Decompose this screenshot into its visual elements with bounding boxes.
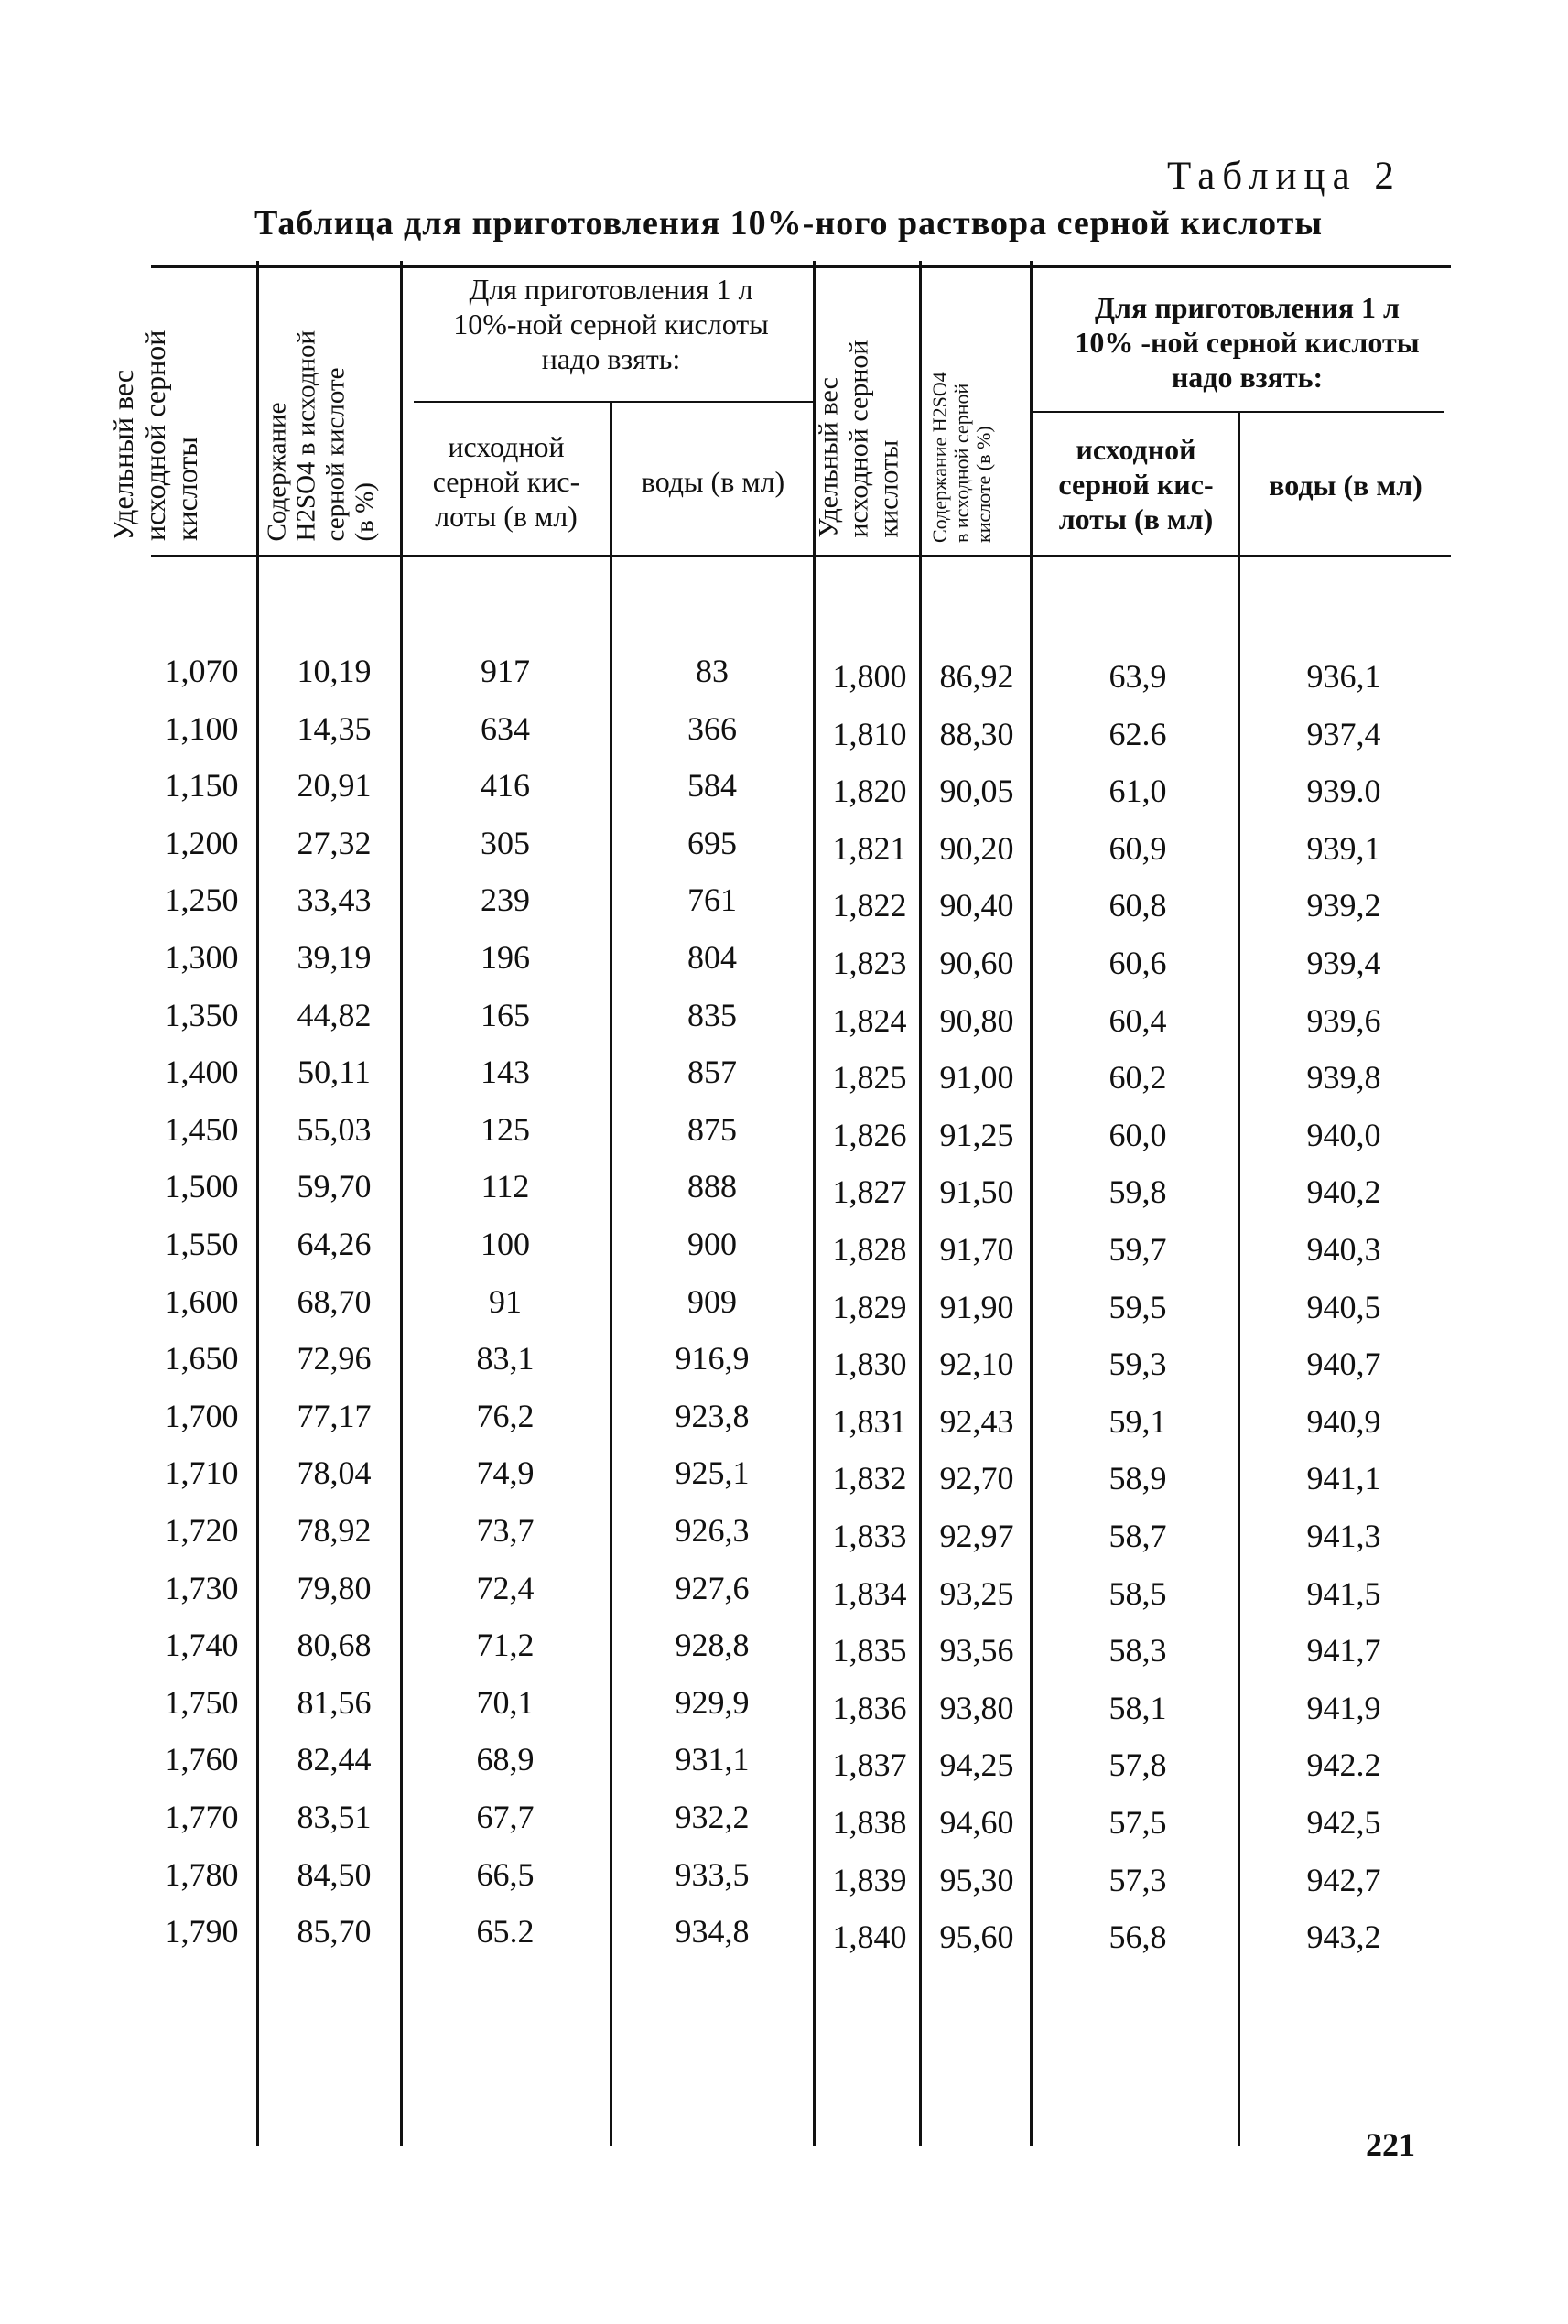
header-water-left: воды (в мл) (641, 465, 785, 498)
right-specific-gravity-cell: 1,839 (832, 1861, 907, 1898)
right-specific-gravity-cell: 1,836 (832, 1689, 907, 1726)
page-title: Таблица для приготовления 10%-ного раствора серной кислоты (254, 204, 1324, 243)
right-water-volume-cell: 942,7 (1306, 1861, 1381, 1898)
header-acid-left: исходной серной кис- лоты (в мл) (432, 430, 580, 533)
left-specific-gravity-cell: 1,070 (164, 653, 239, 689)
left-acid-volume-cell: 125 (481, 1110, 530, 1148)
left-specific-gravity-cell: 1,700 (164, 1397, 239, 1434)
right-acid-volume-cell: 58,5 (1108, 1574, 1167, 1612)
right-h2so4-content-cell: 91,90 (939, 1288, 1014, 1325)
left-acid-volume-cell: 416 (481, 767, 530, 805)
right-h2so4-content-cell: 92,70 (939, 1460, 1014, 1497)
right-h2so4-content-cell: 91,00 (939, 1059, 1014, 1097)
right-water-volume-cell: 940,9 (1306, 1402, 1381, 1440)
left-acid-volume-cell: 91 (489, 1282, 522, 1320)
left-acid-volume-cell: 73,7 (476, 1512, 535, 1549)
right-water-volume-cell: 940,3 (1306, 1231, 1381, 1268)
right-water-volume-cell: 939,1 (1306, 829, 1381, 867)
left-water-volume-cell: 835 (687, 996, 737, 1033)
left-water-volume-cell: 923,8 (675, 1397, 750, 1434)
right-water-volume-cell: 941,9 (1306, 1689, 1381, 1726)
right-specific-gravity-cell: 1,831 (832, 1402, 907, 1440)
right-acid-volume-cell: 58,3 (1108, 1632, 1167, 1670)
right-acid-volume-cell: 59,7 (1108, 1231, 1167, 1268)
right-specific-gravity-cell: 1,810 (832, 715, 907, 752)
left-acid-volume-cell: 74,9 (476, 1454, 535, 1492)
right-acid-volume-cell: 59,3 (1108, 1346, 1167, 1383)
left-acid-volume-cell: 917 (481, 653, 530, 689)
left-water-volume-cell: 934,8 (675, 1913, 750, 1951)
right-h2so4-content-cell: 91,50 (939, 1173, 1014, 1211)
right-acid-volume-cell: 63,9 (1108, 658, 1167, 695)
right-water-volume-cell: 939,6 (1306, 1001, 1381, 1039)
right-specific-gravity-cell: 1,830 (832, 1346, 907, 1383)
right-h2so4-content-cell: 90,80 (939, 1001, 1014, 1039)
left-specific-gravity-cell: 1,710 (164, 1454, 239, 1492)
header-group-right: Для приготовления 1 л 10% -ной серной кислоты надо взять: (1075, 291, 1420, 394)
right-h2so4-content-cell: 95,30 (939, 1861, 1014, 1898)
right-acid-volume-cell: 60,6 (1108, 945, 1167, 981)
right-water-volume-cell: 939,8 (1306, 1059, 1381, 1097)
left-specific-gravity-cell: 1,450 (164, 1110, 239, 1148)
right-water-volume-cell: 941,3 (1306, 1518, 1381, 1554)
left-acid-volume-cell: 83,1 (476, 1340, 535, 1378)
left-h2so4-content-cell: 72,96 (297, 1340, 372, 1378)
left-h2so4-content-cell: 80,68 (297, 1627, 372, 1664)
right-acid-volume-cell: 58,1 (1108, 1689, 1167, 1726)
right-acid-volume-cell: 57,5 (1108, 1804, 1167, 1841)
header-group-left: Для приготовления 1 л 10%-ной серной кислоты надо взять: (453, 273, 769, 375)
left-h2so4-content-cell: 85,70 (297, 1913, 372, 1951)
left-acid-volume-cell: 112 (481, 1168, 530, 1205)
left-specific-gravity-cell: 1,790 (164, 1913, 239, 1951)
right-acid-volume-cell: 58,7 (1108, 1518, 1167, 1554)
right-water-volume-cell: 943,2 (1306, 1919, 1381, 1956)
left-water-volume-cell: 875 (687, 1110, 737, 1148)
header-water-right: воды (в мл) (1269, 469, 1422, 502)
left-water-volume-cell: 931,1 (675, 1741, 750, 1778)
left-h2so4-content-cell: 78,04 (297, 1454, 372, 1492)
left-h2so4-content-cell: 55,03 (297, 1110, 372, 1148)
right-specific-gravity-cell: 1,832 (832, 1460, 907, 1497)
right-specific-gravity-cell: 1,826 (832, 1116, 907, 1153)
left-water-volume-cell: 926,3 (675, 1512, 750, 1549)
left-specific-gravity-cell: 1,150 (164, 767, 239, 805)
left-specific-gravity-cell: 1,550 (164, 1226, 239, 1262)
right-water-volume-cell: 937,4 (1306, 715, 1381, 752)
right-acid-volume-cell: 60,9 (1108, 829, 1167, 867)
left-water-volume-cell: 928,8 (675, 1627, 750, 1664)
left-specific-gravity-cell: 1,730 (164, 1569, 239, 1606)
left-h2so4-content-cell: 82,44 (297, 1741, 372, 1778)
left-h2so4-content-cell: 14,35 (297, 709, 372, 747)
left-specific-gravity-cell: 1,770 (164, 1799, 239, 1835)
right-water-volume-cell: 940,2 (1306, 1173, 1381, 1211)
left-h2so4-content-cell: 68,70 (297, 1282, 372, 1320)
left-specific-gravity-cell: 1,740 (164, 1627, 239, 1664)
right-acid-volume-cell: 57,8 (1108, 1746, 1167, 1784)
right-acid-volume-cell: 60,2 (1108, 1059, 1167, 1097)
left-h2so4-content-cell: 77,17 (297, 1397, 372, 1434)
left-specific-gravity-cell: 1,780 (164, 1855, 239, 1893)
right-specific-gravity-cell: 1,829 (832, 1288, 907, 1325)
left-water-volume-cell: 933,5 (675, 1855, 750, 1893)
right-water-volume-cell: 940,7 (1306, 1346, 1381, 1383)
right-h2so4-content-cell: 92,97 (939, 1518, 1014, 1554)
right-water-volume-cell: 939,2 (1306, 887, 1381, 924)
left-acid-volume-cell: 165 (481, 996, 530, 1033)
right-h2so4-content-cell: 90,05 (939, 773, 1014, 810)
right-specific-gravity-cell: 1,834 (832, 1574, 907, 1612)
right-water-volume-cell: 941,1 (1306, 1460, 1381, 1497)
right-water-volume-cell: 941,5 (1306, 1574, 1381, 1612)
right-h2so4-content-cell: 92,10 (939, 1346, 1014, 1383)
page-number: 221 (1366, 2126, 1415, 2163)
right-specific-gravity-cell: 1,827 (832, 1173, 907, 1211)
left-acid-volume-cell: 66,5 (476, 1855, 535, 1893)
left-acid-volume-cell: 143 (481, 1054, 530, 1091)
right-h2so4-content-cell: 86,92 (939, 658, 1014, 695)
left-acid-volume-cell: 65.2 (476, 1913, 535, 1951)
left-h2so4-content-cell: 33,43 (297, 881, 372, 919)
left-h2so4-content-cell: 59,70 (297, 1168, 372, 1205)
left-water-volume-cell: 909 (687, 1282, 737, 1320)
right-acid-volume-cell: 59,5 (1108, 1288, 1167, 1325)
right-acid-volume-cell: 59,1 (1108, 1402, 1167, 1440)
left-water-volume-cell: 927,6 (675, 1569, 750, 1606)
right-specific-gravity-cell: 1,833 (832, 1518, 907, 1554)
left-h2so4-content-cell: 27,32 (297, 824, 372, 861)
header-specific-gravity-right: Удельный вес исходной серной кислоты (813, 340, 904, 538)
right-h2so4-content-cell: 94,25 (939, 1746, 1014, 1784)
left-h2so4-content-cell: 64,26 (297, 1226, 372, 1262)
right-water-volume-cell: 939,4 (1306, 945, 1381, 981)
left-water-volume-cell: 925,1 (675, 1454, 750, 1492)
header-h2so4-content-right: Содержание H2SO4 в исходной серной кислоте (в %) (928, 372, 996, 543)
left-specific-gravity-cell: 1,760 (164, 1741, 239, 1778)
header-h2so4-content-left: Содержание H2SO4 в исходной серной кислоте (в %) (262, 330, 380, 542)
right-acid-volume-cell: 56,8 (1108, 1919, 1167, 1956)
right-h2so4-content-cell: 95,60 (939, 1919, 1014, 1956)
header-bottom-rule (151, 555, 1451, 557)
left-group-rule (414, 401, 813, 403)
left-h2so4-content-cell: 81,56 (297, 1683, 372, 1721)
right-h2so4-content-cell: 94,60 (939, 1804, 1014, 1841)
left-specific-gravity-cell: 1,350 (164, 996, 239, 1033)
left-acid-volume-cell: 70,1 (476, 1683, 535, 1721)
left-water-volume-cell: 761 (687, 881, 737, 919)
right-h2so4-content-cell: 90,20 (939, 829, 1014, 867)
right-acid-volume-cell: 62.6 (1108, 715, 1167, 752)
left-h2so4-content-cell: 39,19 (297, 939, 372, 976)
right-h2so4-content-cell: 93,80 (939, 1689, 1014, 1726)
left-acid-volume-cell: 76,2 (476, 1397, 535, 1434)
right-acid-volume-cell: 57,3 (1108, 1861, 1167, 1898)
right-water-volume-cell: 940,0 (1306, 1116, 1381, 1153)
left-water-volume-cell: 804 (687, 939, 737, 976)
left-h2so4-content-cell: 79,80 (297, 1569, 372, 1606)
right-acid-volume-cell: 61,0 (1108, 773, 1167, 810)
left-h2so4-content-cell: 83,51 (297, 1799, 372, 1835)
left-water-volume-cell: 932,2 (675, 1799, 750, 1835)
left-acid-volume-cell: 67,7 (476, 1799, 535, 1835)
right-specific-gravity-cell: 1,835 (832, 1632, 907, 1670)
left-h2so4-content-cell: 44,82 (297, 996, 372, 1033)
left-acid-volume-cell: 71,2 (476, 1627, 535, 1664)
left-acid-volume-cell: 100 (481, 1226, 530, 1262)
left-water-volume-cell: 929,9 (675, 1683, 750, 1721)
left-specific-gravity-cell: 1,250 (164, 881, 239, 919)
left-h2so4-content-cell: 10,19 (297, 653, 372, 689)
left-specific-gravity-cell: 1,500 (164, 1168, 239, 1205)
right-specific-gravity-cell: 1,822 (832, 887, 907, 924)
right-specific-gravity-cell: 1,821 (832, 829, 907, 867)
right-acid-volume-cell: 60,0 (1108, 1116, 1167, 1153)
right-specific-gravity-cell: 1,825 (832, 1059, 907, 1097)
right-water-volume-cell: 941,7 (1306, 1632, 1381, 1670)
header-acid-right: исходной серной кис- лоты (в мл) (1058, 433, 1214, 535)
right-water-volume-cell: 942.2 (1306, 1746, 1381, 1784)
header-specific-gravity-left: Удельный вес исходной серной кислоты (106, 330, 204, 541)
left-acid-volume-cell: 305 (481, 824, 530, 861)
left-h2so4-content-cell: 20,91 (297, 767, 372, 805)
right-specific-gravity-cell: 1,838 (832, 1804, 907, 1841)
right-water-volume-cell: 940,5 (1306, 1288, 1381, 1325)
right-h2so4-content-cell: 90,40 (939, 887, 1014, 924)
right-acid-volume-cell: 59,8 (1108, 1173, 1167, 1211)
left-acid-volume-cell: 72,4 (476, 1569, 535, 1606)
right-specific-gravity-cell: 1,824 (832, 1001, 907, 1039)
left-specific-gravity-cell: 1,300 (164, 939, 239, 976)
right-h2so4-content-cell: 91,70 (939, 1231, 1014, 1268)
left-water-volume-cell: 900 (687, 1226, 737, 1262)
right-specific-gravity-cell: 1,820 (832, 773, 907, 810)
left-water-volume-cell: 366 (687, 709, 737, 747)
right-h2so4-content-cell: 90,60 (939, 945, 1014, 981)
left-acid-volume-cell: 239 (481, 881, 530, 919)
right-h2so4-content-cell: 88,30 (939, 715, 1014, 752)
left-water-volume-cell: 888 (687, 1168, 737, 1205)
left-specific-gravity-cell: 1,100 (164, 709, 239, 747)
left-water-volume-cell: 916,9 (675, 1340, 750, 1378)
table-label: Таблица 2 (1167, 155, 1401, 198)
left-acid-volume-cell: 634 (481, 709, 530, 747)
left-specific-gravity-cell: 1,720 (164, 1512, 239, 1549)
left-acid-volume-cell: 196 (481, 939, 530, 976)
left-h2so4-content-cell: 50,11 (297, 1054, 371, 1091)
right-water-volume-cell: 942,5 (1306, 1804, 1381, 1841)
left-water-volume-cell: 584 (687, 767, 737, 805)
right-h2so4-content-cell: 93,56 (939, 1632, 1014, 1670)
right-specific-gravity-cell: 1,800 (832, 658, 907, 695)
left-h2so4-content-cell: 78,92 (297, 1512, 372, 1549)
left-water-volume-cell: 83 (696, 653, 729, 689)
right-water-volume-cell: 939.0 (1306, 773, 1381, 810)
right-acid-volume-cell: 60,8 (1108, 887, 1167, 924)
right-specific-gravity-cell: 1,828 (832, 1231, 907, 1268)
left-water-volume-cell: 695 (687, 824, 737, 861)
right-acid-volume-cell: 60,4 (1108, 1001, 1167, 1039)
right-specific-gravity-cell: 1,840 (832, 1919, 907, 1956)
col-divider-3 (610, 403, 612, 2146)
right-acid-volume-cell: 58,9 (1108, 1460, 1167, 1497)
right-specific-gravity-cell: 1,823 (832, 945, 907, 981)
right-specific-gravity-cell: 1,837 (832, 1746, 907, 1784)
left-h2so4-content-cell: 84,50 (297, 1855, 372, 1893)
left-specific-gravity-cell: 1,400 (164, 1054, 239, 1091)
left-specific-gravity-cell: 1,600 (164, 1282, 239, 1320)
left-specific-gravity-cell: 1,650 (164, 1340, 239, 1378)
right-h2so4-content-cell: 92,43 (939, 1402, 1014, 1440)
right-h2so4-content-cell: 93,25 (939, 1574, 1014, 1612)
col-divider-7 (1238, 412, 1240, 2146)
left-specific-gravity-cell: 1,200 (164, 824, 239, 861)
right-h2so4-content-cell: 91,25 (939, 1116, 1014, 1153)
right-water-volume-cell: 936,1 (1306, 658, 1381, 695)
left-water-volume-cell: 857 (687, 1054, 737, 1091)
left-specific-gravity-cell: 1,750 (164, 1683, 239, 1721)
left-acid-volume-cell: 68,9 (476, 1741, 535, 1778)
